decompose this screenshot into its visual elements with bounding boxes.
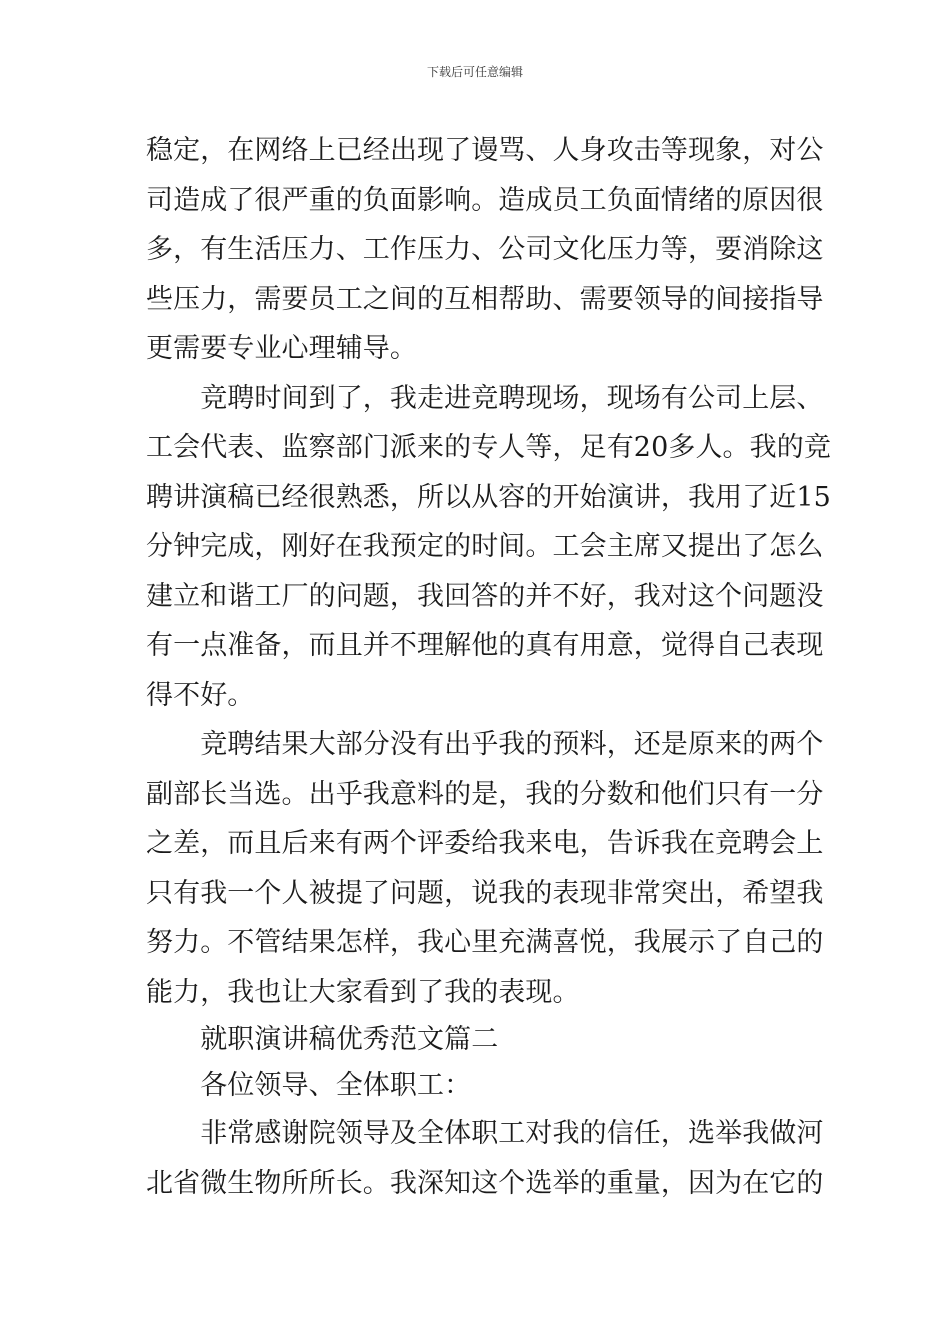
text-line: 得不好。 — [146, 679, 255, 711]
text-line: 北省微生物所所长。我深知这个选举的重量，因为在它的 — [146, 1167, 824, 1199]
text-line: 之差，而且后来有两个评委给我来电，告诉我在竞聘会上 — [146, 828, 824, 859]
text-line: 工会代表、监察部门派来的专人等，足有20多人。我的竞 — [146, 432, 831, 463]
document-body — [146, 126, 831, 1208]
section-heading: 就职演讲稿优秀范文篇二 — [146, 1024, 499, 1055]
page-header: 下载后可任意编辑 — [426, 65, 523, 79]
text-line: 有一点准备，而且并不理解他的真有用意，觉得自己表现 — [146, 630, 824, 661]
text-line: 能力，我也让大家看到了我的表现。 — [146, 976, 580, 1008]
text-line: 聘讲演稿已经很熟悉，所以从容的开始演讲，我用了近15 — [146, 481, 831, 513]
text-line: 努力。不管结果怎样，我心里充满喜悦，我展示了自己的 — [146, 927, 824, 958]
text-line: 更需要专业心理辅导。 — [146, 333, 417, 364]
text-line: 副部长当选。出乎我意料的是，我的分数和他们只有一分 — [146, 778, 824, 810]
text-line: 司造成了很严重的负面影响。造成员工负面情绪的原因很 — [146, 184, 824, 216]
text-line: 分钟完成，刚好在我预定的时间。工会主席又提出了怎么 — [146, 531, 824, 562]
text-line: 些压力，需要员工之间的互相帮助、需要领导的间接指导 — [146, 283, 824, 315]
text-line: 非常感谢院领导及全体职工对我的信任，选举我做河 — [146, 1118, 824, 1149]
text-line: 只有我一个人被提了问题，说我的表现非常突出，希望我 — [146, 877, 824, 909]
text-line: 竞聘结果大部分没有出乎我的预料，还是原来的两个 — [146, 729, 824, 760]
text-line: 多，有生活压力、工作压力、公司文化压力等，要消除这 — [146, 234, 824, 265]
text-line: 竞聘时间到了，我走进竞聘现场，现场有公司上层、 — [146, 382, 824, 414]
text-line: 稳定，在网络上已经出现了谩骂、人身攻击等现象，对公 — [146, 135, 824, 166]
salutation: 各位领导、全体职工： — [146, 1070, 472, 1101]
text-line: 建立和谐工厂的问题，我回答的并不好，我对这个问题没 — [146, 580, 824, 612]
